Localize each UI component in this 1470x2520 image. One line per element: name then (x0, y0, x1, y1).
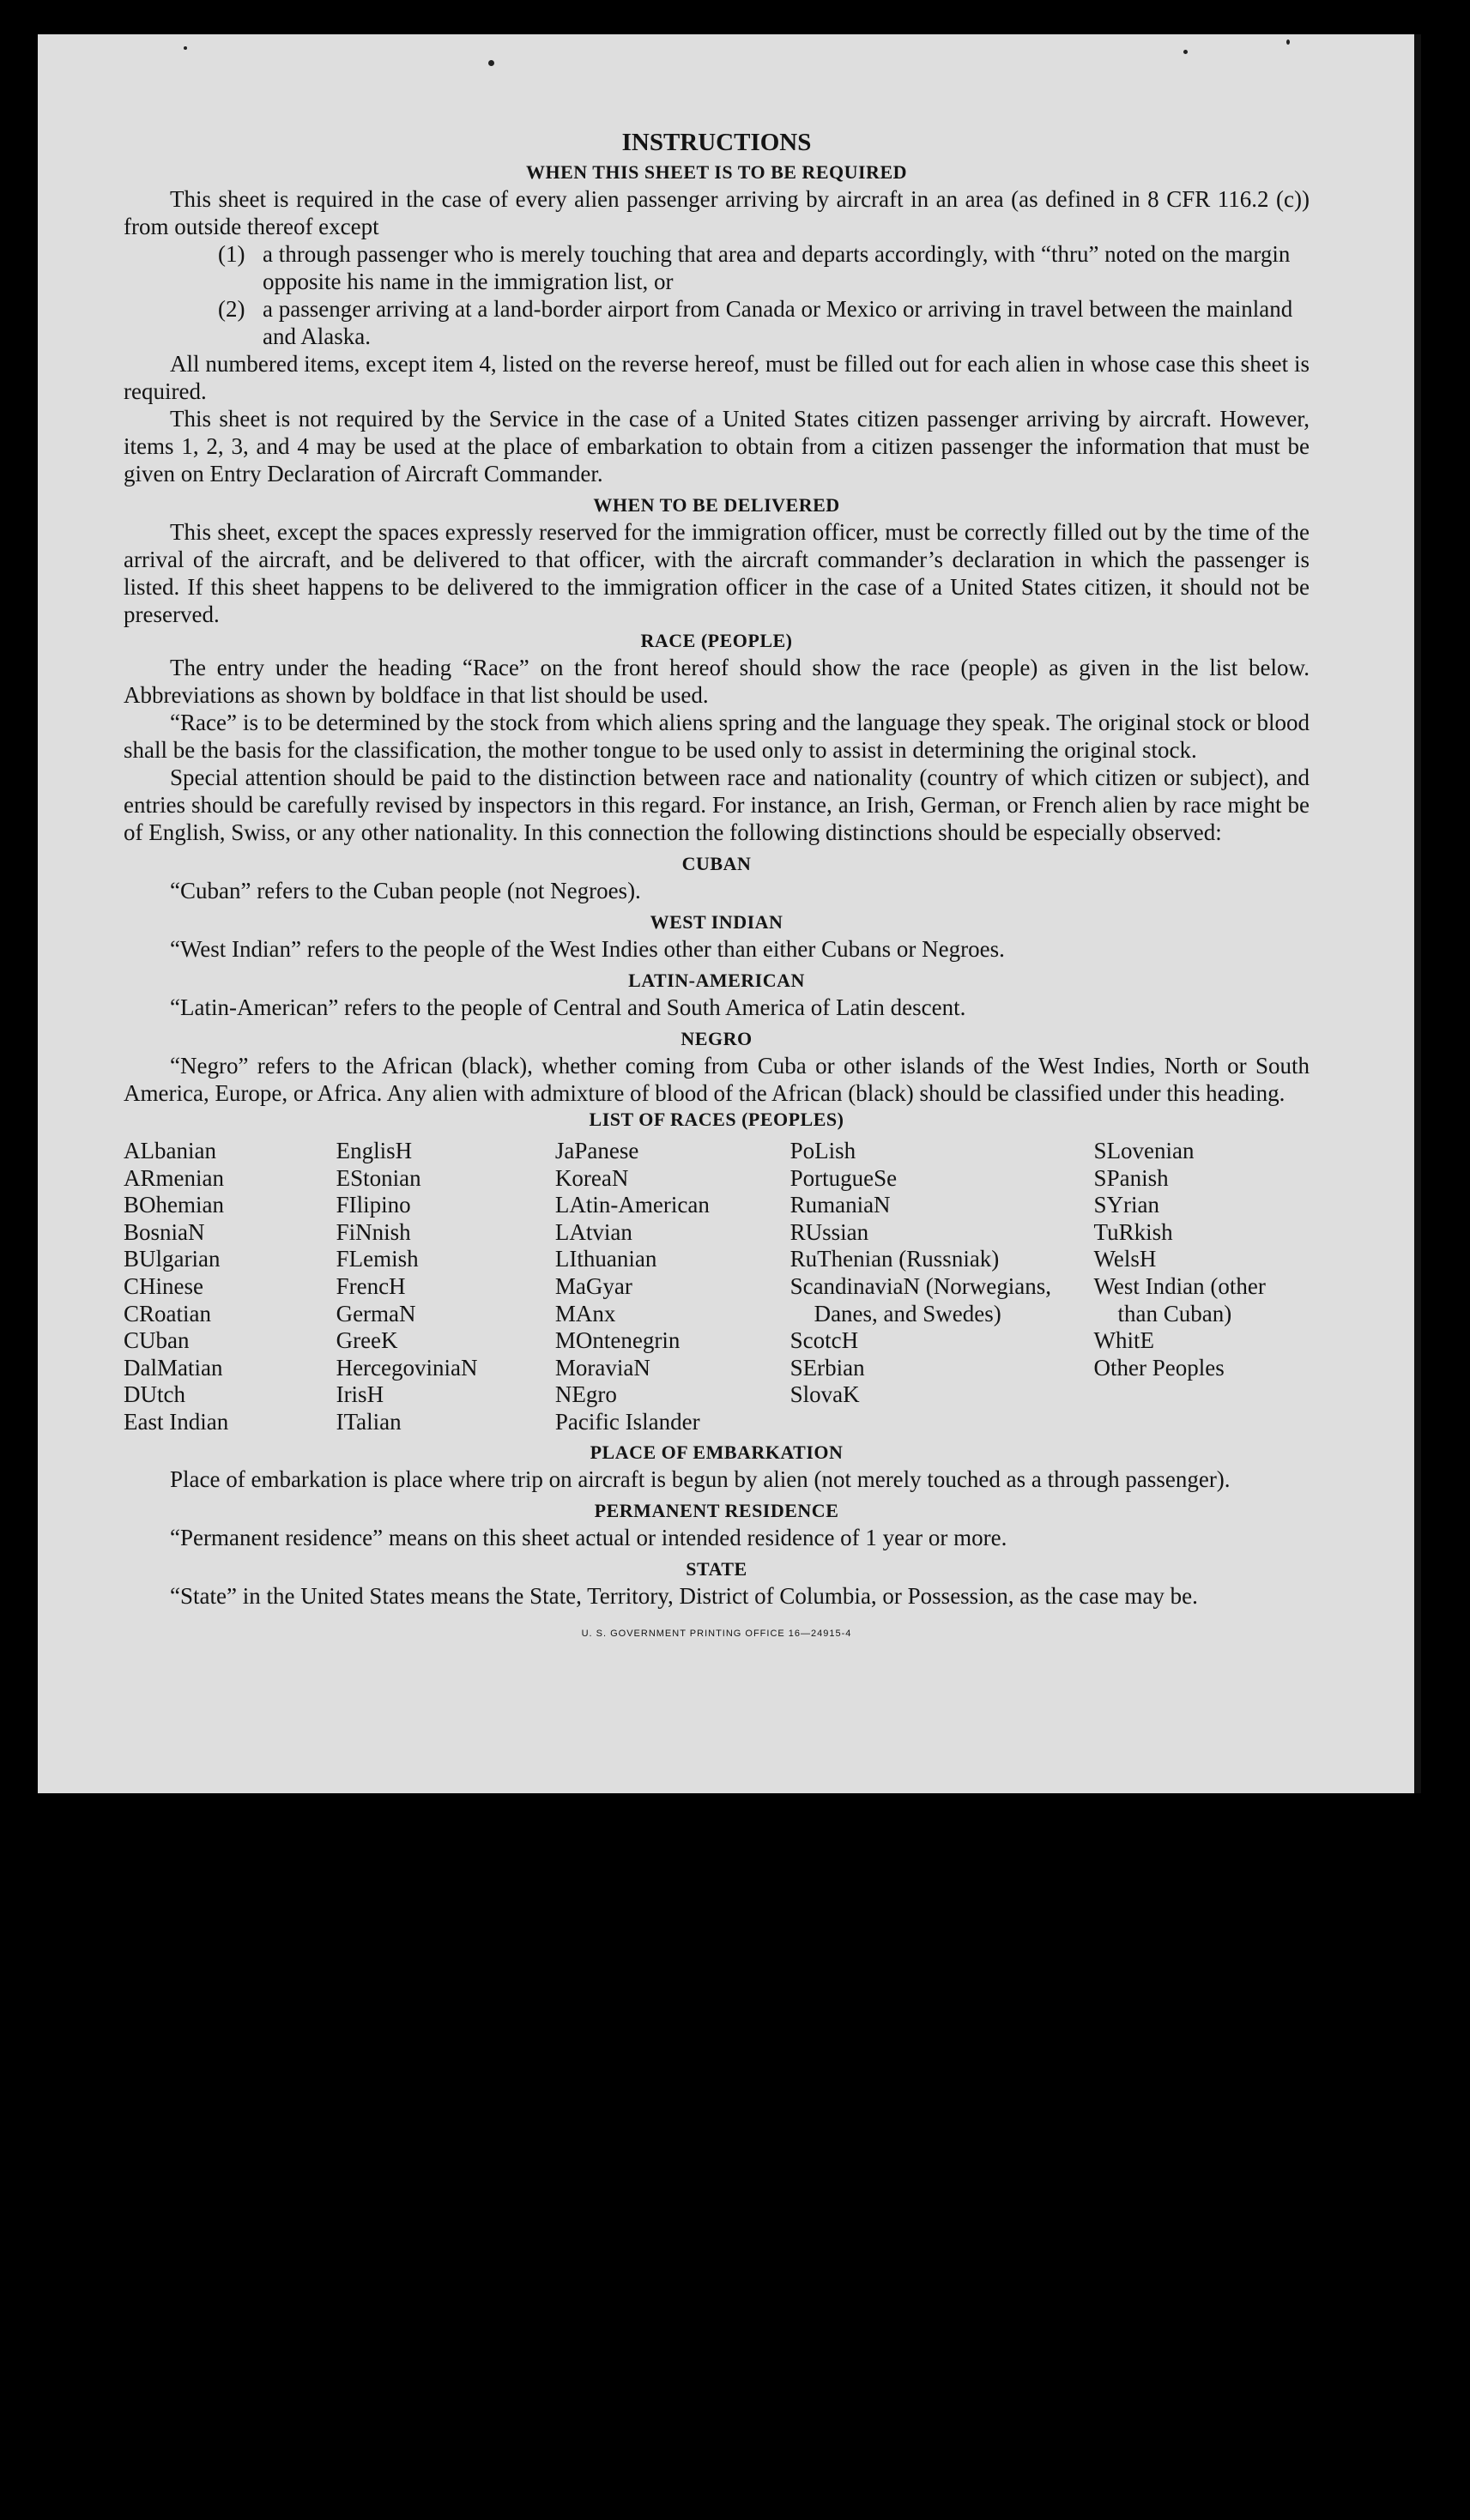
race-item: SLovenian (1093, 1138, 1195, 1163)
ink-speck (488, 60, 494, 66)
section-heading-state: STATE (686, 1557, 747, 1580)
race-item: ScotcH (789, 1327, 859, 1354)
ink-speck (1286, 39, 1290, 45)
race-item: SPanish (1093, 1164, 1169, 1191)
race-column (124, 1138, 336, 1436)
race-list (124, 1138, 1310, 1436)
section-heading-list-of-races: LIST OF RACES (PEOPLES) (589, 1109, 844, 1130)
race-item: FIlipino (336, 1192, 411, 1218)
race-item: KoreaN (554, 1164, 629, 1191)
paragraph-state: “State” in the United States means the State, Territory, District of Columbia, or Possession, as the case may be. (170, 1582, 1198, 1609)
race-item: RumaniaN (789, 1192, 891, 1218)
race-item: LAtin-American (554, 1192, 710, 1218)
paragraph-permanent-residence: “Permanent residence” means on this sheet actual or intended residence of 1 year or more. (170, 1524, 1007, 1550)
race-item: MaGyar (554, 1272, 632, 1299)
race-item: East Indian (124, 1408, 229, 1435)
race-item: PoLish (789, 1138, 856, 1163)
race-item: ARmenian (124, 1164, 224, 1191)
paragraph-west-indian: “West Indian” refers to the people of the West Indies other than either Cubans or Negroes. (170, 936, 1005, 962)
list-item (124, 240, 1310, 295)
race-column (555, 1138, 790, 1436)
section-heading-when-required: WHEN THIS SHEET IS TO BE REQUIRED (525, 161, 908, 183)
race-item: SYrian (1093, 1192, 1160, 1218)
race-item: FLemish (336, 1246, 419, 1272)
race-item: RuThenian (Russniak) (789, 1246, 1000, 1272)
race-item: CRoatian (124, 1300, 211, 1326)
race-item: ScandinaviaN (Norwegians, Danes, and Swedes) (789, 1272, 1051, 1326)
ink-speck (1183, 50, 1188, 54)
race-item: HercegoviniaN (336, 1354, 478, 1381)
race-item: GreeK (336, 1327, 398, 1354)
race-item: GermaN (336, 1300, 416, 1326)
list-item-text: a through passenger who is merely touching that area and departs accordingly, with “thru” noted on the margin opposite his name in the immigration list, or (263, 241, 1291, 294)
race-item: NEgro (554, 1381, 617, 1408)
list-item-number: (1) (218, 241, 245, 267)
race-item: IrisH (336, 1381, 384, 1408)
paragraph-negro: “Negro” refers to the African (black), whether coming from Cuba or other islands of the West Indies, North or South America, Europe, or Africa. Any alien with admixture of blood of the African (black) should be classified under this heading. (124, 1053, 1310, 1106)
race-item: ALbanian (124, 1138, 216, 1163)
race-item: CHinese (124, 1272, 203, 1299)
page-title: INSTRUCTIONS (621, 129, 812, 156)
race-item: MOntenegrin (554, 1327, 681, 1354)
race-item: LAtvian (554, 1218, 632, 1245)
race-column (790, 1138, 1094, 1436)
race-item: ITalian (336, 1408, 402, 1435)
race-item: TuRkish (1093, 1218, 1173, 1245)
race-item: EnglisH (336, 1138, 413, 1163)
ink-speck (184, 46, 187, 50)
paragraph-when-required-intro: This sheet is required in the case of every alien passenger arriving by aircraft in an area (as defined in 8 CFR 116.2 (c)) from outside thereof except (124, 186, 1310, 239)
race-item: JaPanese (554, 1138, 639, 1163)
race-item: BUlgarian (124, 1246, 221, 1272)
paragraph-race-entry: The entry under the heading “Race” on the front hereof should show the race (people) as given in the list below. Abbreviations as shown by boldface in that list should be used. (124, 655, 1310, 708)
race-item: BOhemian (124, 1192, 224, 1218)
race-item: LIthuanian (554, 1246, 657, 1272)
race-item: MAnx (554, 1300, 616, 1326)
list-item (124, 295, 1310, 350)
race-item: FiNnish (336, 1218, 411, 1245)
list-item-number: (2) (218, 296, 245, 322)
race-item: WelsH (1093, 1246, 1157, 1272)
race-column (1094, 1138, 1310, 1436)
paragraph-citizen-passenger: This sheet is not required by the Service in the case of a United States citizen passenger arriving by aircraft. However, items 1, 2, 3, and 4 may be used at the place of embarkation to obtain from a citizen passenger the information that must be given on Entry Declaration of Aircraft Commander. (124, 406, 1310, 486)
race-item: WhitE (1093, 1327, 1155, 1354)
race-item: BosniaN (124, 1218, 205, 1245)
printer-imprint: U. S. GOVERNMENT PRINTING OFFICE 16—24915-4 (581, 1628, 852, 1639)
paragraph-numbered-items: All numbered items, except item 4, listed on the reverse hereof, must be filled out for each alien in whose case this sheet is required. (124, 351, 1310, 404)
paragraph-embarkation: Place of embarkation is place where trip on aircraft is begun by alien (not merely touched as a through passenger). (170, 1465, 1231, 1492)
section-heading-cuban: CUBAN (681, 853, 752, 874)
section-heading-when-delivered: WHEN TO BE DELIVERED (593, 494, 840, 516)
race-item: CUban (124, 1327, 190, 1354)
race-item: Other Peoples (1093, 1354, 1225, 1381)
race-item: SlovaK (789, 1381, 860, 1408)
race-item: RUssian (789, 1218, 869, 1245)
race-item: DUtch (124, 1381, 185, 1408)
list-item-text: a passenger arriving at a land-border airport from Canada or Mexico or arriving in travel between the mainland and Alaska. (263, 296, 1293, 349)
paragraph-cuban: “Cuban” refers to the Cuban people (not Negroes). (170, 878, 641, 903)
section-heading-negro: NEGRO (681, 1028, 753, 1049)
section-heading-west-indian: WEST INDIAN (650, 911, 783, 933)
race-item: DalMatian (124, 1354, 223, 1381)
race-item: Pacific Islander (554, 1408, 700, 1435)
race-column (336, 1138, 555, 1436)
paragraph-race-stock: “Race” is to be determined by the stock from which aliens spring and the language they speak. The original stock or blood shall be the basis for the classification, the mother tongue to be used only to assist in determining the original stock. (124, 710, 1310, 763)
race-item: PortugueSe (789, 1164, 898, 1191)
race-item: FrencH (336, 1272, 406, 1299)
race-item: MoraviaN (554, 1354, 650, 1381)
race-item: West Indian (other than Cuban) (1093, 1272, 1266, 1326)
race-item: SErbian (789, 1354, 865, 1381)
paragraph-latin-american: “Latin-American” refers to the people of Central and South America of Latin descent. (170, 994, 966, 1020)
section-heading-embarkation: PLACE OF EMBARKATION (590, 1441, 844, 1463)
race-item: EStonian (336, 1164, 421, 1191)
section-heading-race: RACE (PEOPLE) (640, 630, 793, 651)
section-heading-latin-american: LATIN-AMERICAN (628, 970, 805, 991)
paragraph-when-delivered: This sheet, except the spaces expressly reserved for the immigration officer, must be correctly filled out by the time of the arrival of the aircraft, and be delivered to that officer, with the aircraft commander’s declaration in which the passenger is listed. If this sheet happens to be delivered to the immigration officer in the case of a United States citizen, it should not be preserved. (124, 519, 1310, 627)
exception-list (124, 240, 1310, 350)
document-page (38, 34, 1421, 1793)
section-heading-permanent-residence: PERMANENT RESIDENCE (594, 1499, 839, 1521)
paragraph-race-nationality: Special attention should be paid to the distinction between race and nationality (country of which citizen or subject), and entries should be carefully revised by inspectors in this regard. For instance, an Irish, German, or French alien by race might be of English, Swiss, or any other nationality. In this connection the following distinctions should be especially observed: (124, 764, 1310, 845)
